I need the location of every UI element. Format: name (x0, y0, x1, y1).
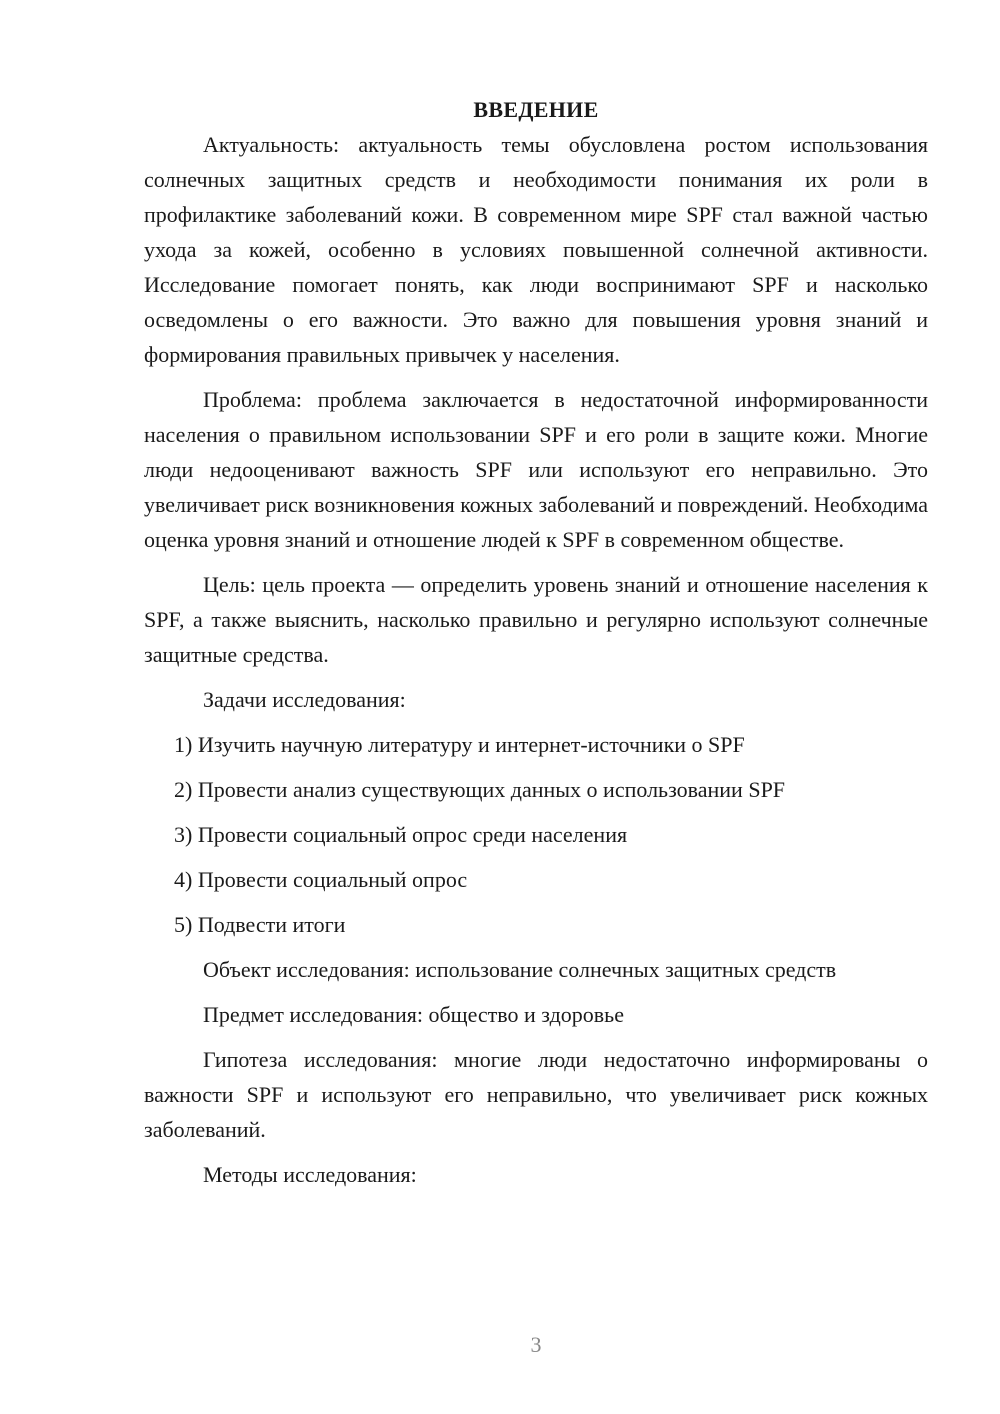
list-item: 5) Подвести итоги (174, 912, 346, 937)
research-subject: Предмет исследования: общество и здоровье (203, 1002, 624, 1027)
list-item: 3) Провести социальный опрос среди населения (174, 822, 628, 847)
tasks-list (144, 727, 928, 942)
document-page (144, 92, 928, 1202)
document-title: ВВЕДЕНИЕ (473, 97, 599, 122)
paragraph-hypothesis: Гипотеза исследования: многие люди недостаточно информированы о важности SPF и используют его неправильно, что увеличивает риск кожных заболеваний. (144, 1047, 928, 1142)
list-item: 2) Провести анализ существующих данных о использовании SPF (174, 777, 786, 802)
paragraph-relevance: Актуальность: актуальность темы обусловлена ростом использования солнечных защитных средств и необходимости понимания их роли в профилактике заболеваний кожи. В современном мире SPF стал важной частью ухода за кожей, особенно в условиях повышенной солнечной активности. Исследование помогает понять, как люди воспринимают SPF и насколько осведомлены о его важности. Это важно для повышения уровня знаний и формирования правильных привычек у населения. (144, 132, 928, 367)
research-object: Объект исследования: использование солнечных защитных средств (203, 957, 837, 982)
list-item: 4) Провести социальный опрос (174, 867, 468, 892)
tasks-heading: Задачи исследования: (203, 687, 406, 712)
page-number: 3 (530, 1332, 542, 1357)
list-item: 1) Изучить научную литературу и интернет-источники о SPF (174, 732, 745, 757)
methods-heading: Методы исследования: (203, 1162, 417, 1187)
paragraph-problem: Проблема: проблема заключается в недостаточной информированности населения о правильном использовании SPF и его роли в защите кожи. Многие люди недооценивают важность SPF или используют его неправильно. Это увеличивает риск возникновения кожных заболеваний и повреждений. Необходима оценка уровня знаний и отношение людей к SPF в современном обществе. (144, 387, 928, 552)
paragraph-goal: Цель: цель проекта — определить уровень знаний и отношение населения к SPF, а также выяснить, насколько правильно и регулярно используют солнечные защитные средства. (144, 572, 928, 667)
